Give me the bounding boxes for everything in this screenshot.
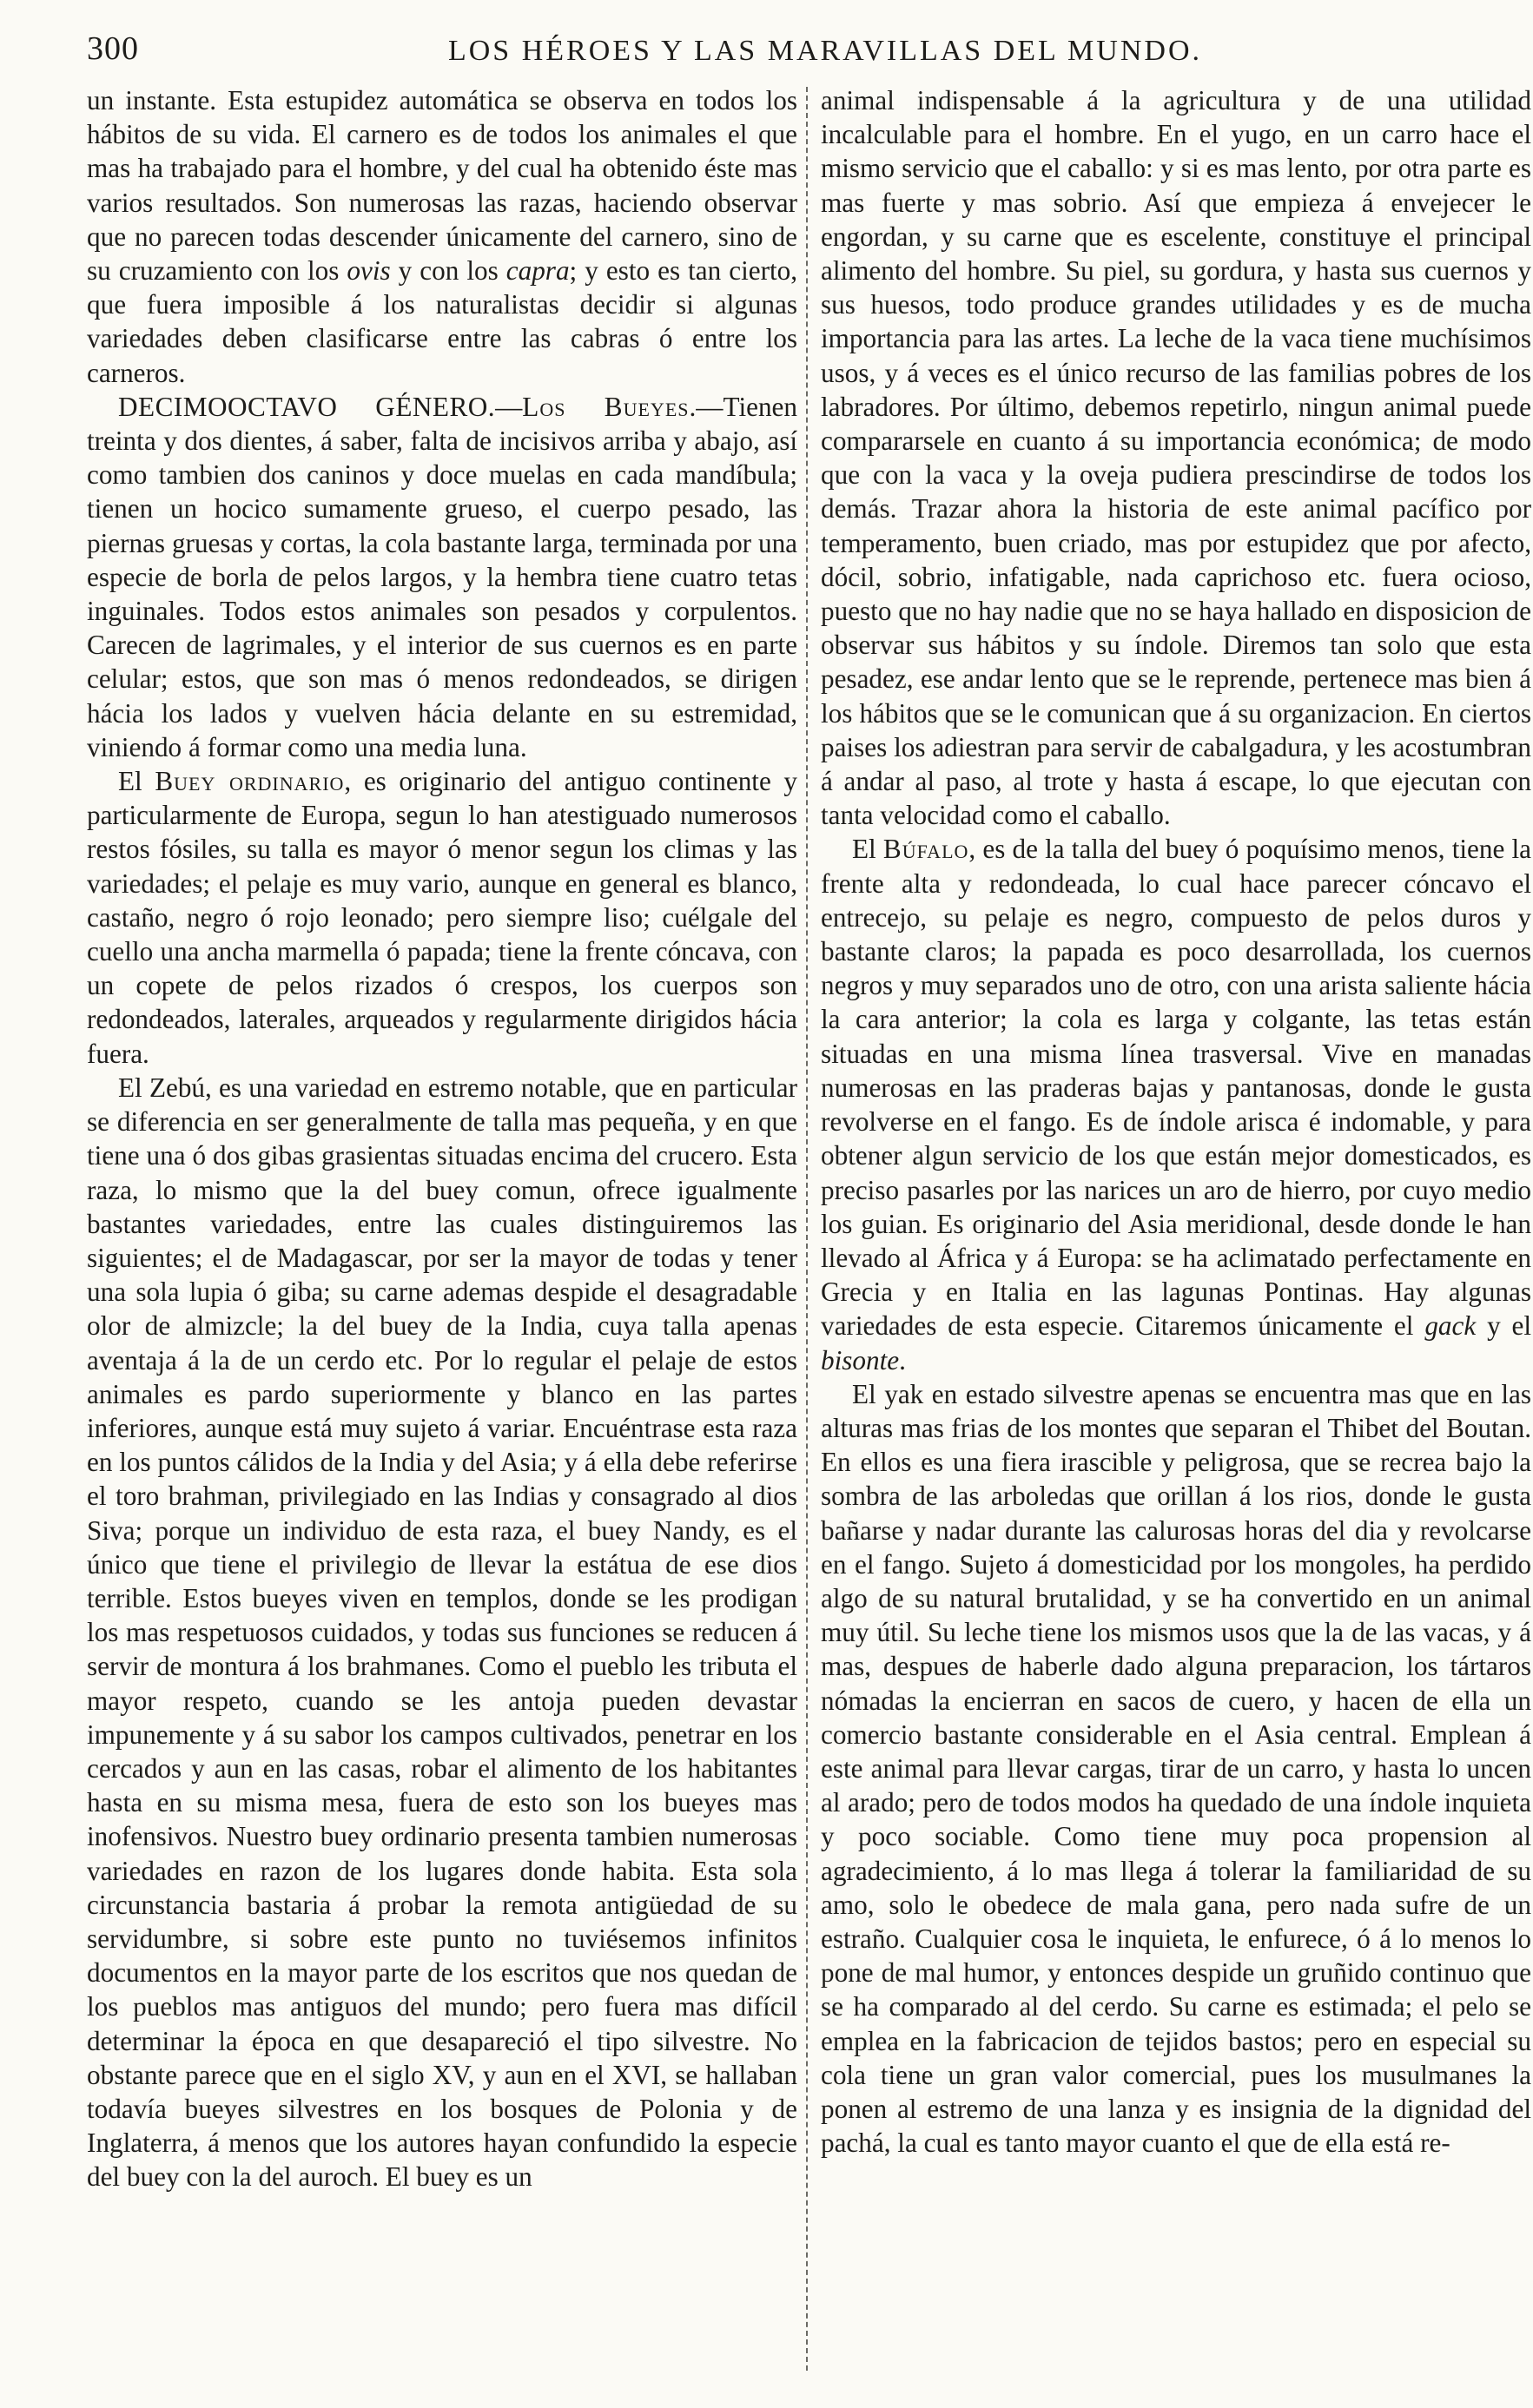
left-column xyxy=(87,83,797,2376)
species-name: Buey ordinario xyxy=(155,766,345,797)
right-paragraph-ox-utility: animal indispensable á la agricultura y de una utilidad incalculable para el hombre. En el yugo, en un carro hace el mismo servicio que el caballo: y si es mas lento, por otra parte es mas fuerte y mas sobrio. Así que empieza á envejecer le engordan, y su carne que es escelente, constituye el principal alimento del hombre. Su piel, su gordura, y hasta sus cuernos y sus huesos, todo produce grandes utilidades y es de mucha importancia para las artes. La leche de la vaca tiene muchísimos usos, y á veces es el único recurso de las familias pobres de los labradores. Por último, debemos repetirlo, ningun animal puede compararsele en cuanto á su importancia económica; de modo que con la vaca y la oveja pudiera prescindirse de todos los demás. Trazar ahora la historia de este animal pacífico por temperamento, buen criado, mas por estupidez que por afecto, dócil, sobrio, infatigable, nada caprichoso etc. fuera ocioso, puesto que no hay nadie que no se haya hallado en disposicion de observar sus hábitos y su índole. Diremos tan solo que esta pesadez, ese andar lento que se le reprende, pertenece mas bien á los hábitos que se le comunican que á su organizacion. En ciertos paises los adiestran para servir de cabalgadura, y les acostumbran á andar al paso, al trote y hasta á escape, lo que ejecutan con tanta velocidad como el caballo. xyxy=(821,85,1531,831)
species-name: Búfalo xyxy=(882,834,969,865)
running-head xyxy=(87,30,1511,82)
left-paragraph-sheep: un instante. Esta estupidez automática se observa en todos los hábitos de su vida. El carnero es de todos los animales el que mas ha trabajado para el hombre, y del cual ha obtenido éste mas varios resultados. Son numerosas las razas, haciendo observar que no parecen todas descender únicamente del carnero, sino de su cruzamiento con los ovis y con los capra; y esto es tan cierto, que fuera imposible á los naturalistas decidir si algunas variedades deben clasificarse entre las cabras ó entre los carneros. xyxy=(87,85,797,388)
left-paragraph-ordinary-ox: El Buey ordinario, es originario del antiguo continente y particularmente de Europa, segun lo han atestiguado numerosos restos fósiles, su talla es mayor ó menor segun los climas y las variedades; el pelaje es muy vario, aunque en general es blanco, castaño, negro ó rojo leonado; pero siempre liso; cuélgale del cuello una ancha marmella ó papada; tiene la frente cóncava, con un copete de pelos rizados ó crespos, los cuerpos son redondeados, laterales, arqueados y regularmente dirigidos hácia fuera. xyxy=(87,766,797,1069)
genus-name: Los Bueyes xyxy=(522,391,690,422)
right-paragraph-buffalo: El Búfalo, es de la talla del buey ó poquísimo menos, tiene la frente alta y redondeada, lo cual hace parecer cóncavo el entrecejo, su pelaje es negro, compuesto de pelos duros y bastante claros; la papada es poco desarrollada, los cuernos negros y muy separados uno de otro, con una arista saliente hácia la cara anterior; la cola es larga y colgante, las tetas están situadas en una misma línea trasversal. Vive en manadas numerosas en las praderas bajas y pantanosas, donde le gusta revolverse en el fango. Es de índole arisca é indomable, y para obtener algun servicio de los que están mejor domesticados, es preciso pasarles por las narices un aro de hierro, por cuyo medio los guian. Es originario del Asia meridional, desde donde le han llevado al África y á Europa: se ha aclimatado perfectamente en Grecia y en Italia en las lagunas Pontinas. Hay algunas variedades de esta especie. Citaremos únicamente el gack y el bisonte. xyxy=(821,834,1531,1376)
right-column xyxy=(821,83,1531,2376)
italic-term: bisonte xyxy=(821,1344,900,1376)
column-divider xyxy=(806,87,808,2371)
italic-term: ovis xyxy=(347,255,391,287)
left-paragraph-oxen-genus: DECIMOOCTAVO GÉNERO.—Los Bueyes.—Tienen treinta y dos dientes, á saber, falta de incisivos arriba y abajo, así como tambien dos caninos y doce muelas en cada mandíbula; tienen un hocico sumamente grueso, el cuerpo pesado, las piernas gruesas y cortas, la cola bastante larga, terminada por una especie de borla de pelos largos, y la hembra tiene cuatro tetas inguinales. Todos estos animales son pesados y corpulentos. Carecen de lagrimales, y el interior de sus cuernos es en parte celular; estos, que son mas ó menos redondeados, se dirigen hácia los lados y vuelven hácia delante en su estremidad, viniendo á formar como una media luna. xyxy=(87,391,797,762)
genus-heading: DECIMOOCTAVO GÉNERO. xyxy=(118,391,496,422)
left-paragraph-zebu: El Zebú, es una variedad en estremo notable, que en particular se diferencia en ser generalmente de talla mas pequeña, y en que tiene una ó dos gibas grasientas situadas encima del crucero. Esta raza, lo mismo que la del buey comun, ofrece igualmente bastantes variedades, entre las cuales distinguiremos las siguientes; el de Madagascar, por ser la mayor de todas y tener una sola lupia ó giba; su carne ademas despide el desagradable olor de almizcle; la del buey de la India, cuya talla apenas aventaja á la de un cerdo etc. Por lo regular el pelaje de estos animales es pardo superiormente y blanco en las partes inferiores, aunque está muy sujeto á variar. Encuéntrase esta raza en los puntos cálidos de la India y del Asia; y á ella debe referirse el toro brahman, privilegiado en las Indias y consagrado al dios Siva; porque un individuo de esta raza, el buey Nandy, es el único que tiene el privilegio de llevar la estátua de ese dios terrible. Estos bueyes viven en templos, donde se les prodigan los mas respetuosos cuidados, y todas sus funciones se reducen á servir de montura á los brahmanes. Como el pueblo les tributa el mayor respeto, cuando se les antoja pueden devastar impunemente y á su sabor los campos cultivados, penetrar en los cercados y aun en las casas, robar el alimento de los habitantes hasta en su misma mesa, fuera de esto son los bueyes mas inofensivos. Nuestro buey ordinario presenta tambien numerosas variedades en razon de los lugares donde habita. Esta sola circunstancia bastaria á probar la remota antigüedad de su servidumbre, si sobre este punto no tuviésemos infinitos documentos en la mayor parte de los escritos que nos quedan de los pueblos mas antiguos del mundo; pero fuera mas difícil determinar la época en que desapareció el tipo silvestre. No obstante parece que en el siglo XV, y aun en el XVI, se hallaban todavía bueyes silvestres en los bosques de Polonia y de Inglaterra, á menos que los autores hayan confundido la especie del buey con la del auroch. El buey es un xyxy=(87,1072,797,2193)
italic-term: capra xyxy=(505,255,570,287)
page-title: LOS HÉROES Y LAS MARAVILLAS DEL MUNDO. xyxy=(447,35,1202,67)
right-paragraph-yak: El yak en estado silvestre apenas se encuentra mas que en las alturas mas frias de los montes que separan el Thibet del Boutan. En ellos es una fiera irascible y peligrosa, que se recrea bajo la sombra de las arboledas que orillan á los rios, donde le gusta bañarse y nadar durante las calurosas horas del dia y revolcarse en el fango. Sujeto á domesticidad por los mongoles, ha perdido algo de su natural brutalidad, y se ha convertido en un animal muy útil. Su leche tiene los mismos usos que la de las vacas, y á mas, despues de haberle dado alguna preparacion, los tártaros nómadas la encierran en sacos de cuero, y hacen de ella un comercio bastante considerable en el Asia central. Emplean á este animal para llevar cargas, tirar de un carro, y hasta lo uncen al arado; pero de todos modos ha quedado de una índole inquieta y poco sociable. Como tiene muy poca propension al agradecimiento, á lo mas llega á tolerar la familiaridad de su amo, solo le obedece de mala gana, pero nada sufre de un estraño. Cualquier cosa le inquieta, le enfurece, ó á lo menos lo pone de mal humor, y entonces despide un gruñido continuo que se ha comparado al del cerdo. Su carne es estimada; el pelo se emplea en la fabricacion de tejidos bastos; pero en especial su cola tiene un gran valor comercial, pues los musulmanes la ponen al estremo de una lanza y es insignia de la dignidad del pachá, la cual es tanto mayor cuanto el que de ella está re- xyxy=(821,1378,1531,2159)
italic-term: gack xyxy=(1424,1310,1477,1342)
page-number: 300 xyxy=(87,30,139,67)
